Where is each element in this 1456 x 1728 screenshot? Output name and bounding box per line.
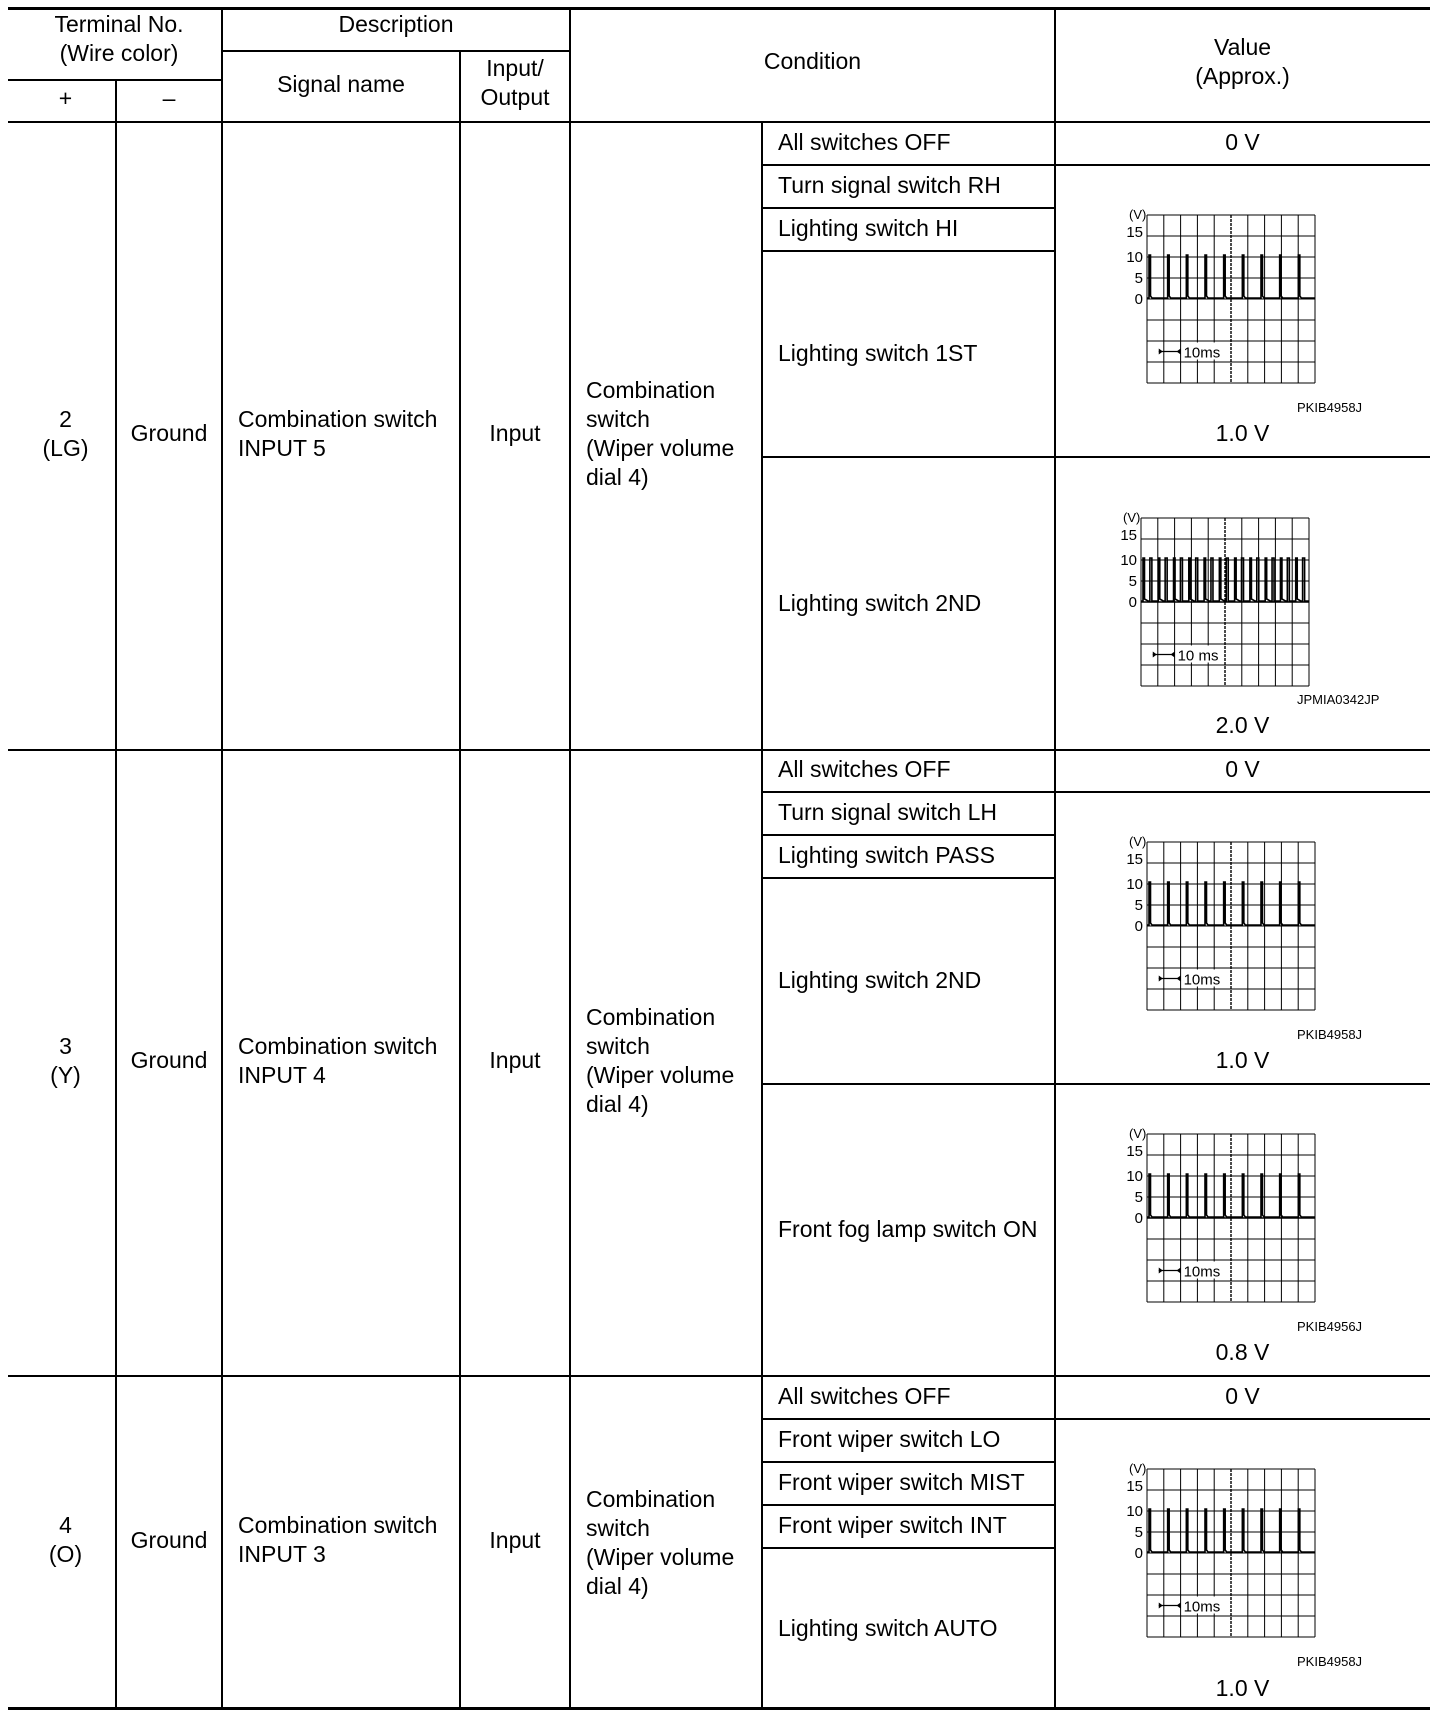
figure-code: JPMIA0342JP: [1297, 692, 1380, 707]
time-marker-label: 10ms: [1183, 971, 1221, 989]
switch-condition: Front wiper switch INT: [778, 1512, 1007, 1538]
rule: [762, 834, 1055, 836]
switch-condition: Lighting switch AUTO: [778, 1615, 998, 1641]
rule: [761, 121, 763, 1709]
scope-graph: [1107, 207, 1322, 392]
header-value-line2: (Approx.): [1195, 63, 1290, 89]
axis-unit: (V): [1129, 834, 1147, 849]
rule: [762, 207, 1055, 209]
io-value: Input: [489, 420, 541, 446]
y-tick: 0: [1134, 1210, 1143, 1227]
switch-condition: Front wiper switch MIST: [778, 1469, 1025, 1495]
axis-unit: (V): [1129, 1126, 1147, 1141]
y-tick: 0: [1134, 1545, 1143, 1562]
rule: [762, 1461, 1055, 1463]
figure-code: PKIB4958J: [1297, 1654, 1363, 1669]
switch-condition: Lighting switch 2ND: [778, 967, 982, 993]
ground-label: Ground: [130, 1527, 208, 1553]
switch-condition: All switches OFF: [778, 129, 951, 155]
signal-name-line2: INPUT 3: [238, 1541, 326, 1567]
switch-condition: Turn signal switch LH: [778, 799, 998, 825]
wire-color: (LG): [42, 435, 89, 461]
oscilloscope-waveform: [1107, 834, 1322, 1019]
rule: [762, 1083, 1430, 1085]
axis-unit: (V): [1129, 1461, 1147, 1476]
figure-code: PKIB4956J: [1297, 1319, 1363, 1334]
voltage-value: 2.0 V: [1215, 712, 1270, 738]
figure-code: PKIB4958J: [1297, 1027, 1363, 1042]
switch-condition: Lighting switch 1ST: [778, 340, 978, 366]
y-tick: 0: [1134, 918, 1143, 935]
header-wire-color: (Wire color): [59, 40, 179, 66]
y-tick: 0: [1134, 291, 1143, 308]
y-tick: 10: [1120, 552, 1137, 569]
switch-condition: Lighting switch 2ND: [778, 590, 982, 616]
condition-line: dial 4): [586, 464, 649, 490]
voltage-value: 0 V: [1225, 129, 1260, 155]
rule: [221, 8, 223, 1709]
rule: [222, 50, 571, 52]
figure-code: PKIB4958J: [1297, 400, 1363, 415]
signal-name-line1: Combination switch: [238, 1033, 438, 1059]
ground-label: Ground: [130, 1047, 208, 1073]
condition-line: (Wiper volume: [586, 435, 735, 461]
switch-condition: Front wiper switch LO: [778, 1426, 1001, 1452]
signal-name-line1: Combination switch: [238, 406, 438, 432]
rule: [762, 791, 1430, 793]
scope-graph: [1101, 510, 1316, 695]
oscilloscope-waveform: [1107, 1126, 1322, 1311]
y-tick: 10: [1126, 876, 1143, 893]
signal-name-line2: INPUT 4: [238, 1062, 326, 1088]
header-io-line1: Input/: [486, 55, 544, 81]
axis-unit: (V): [1129, 207, 1147, 222]
y-tick: 15: [1126, 1478, 1143, 1495]
y-tick: 10: [1126, 1168, 1143, 1185]
switch-condition: Turn signal switch RH: [778, 172, 1001, 198]
y-tick: 15: [1120, 527, 1137, 544]
y-tick: 15: [1126, 851, 1143, 868]
switch-condition: Lighting switch PASS: [778, 842, 995, 868]
condition-line: Combination: [586, 377, 716, 403]
scope-graph: [1107, 1461, 1322, 1646]
rule: [762, 456, 1430, 458]
condition-line: (Wiper volume: [586, 1062, 735, 1088]
oscilloscope-waveform: [1107, 1461, 1322, 1646]
time-marker-label: 10ms: [1183, 344, 1221, 362]
rule: [1054, 8, 1056, 1709]
voltage-value: 0 V: [1225, 1383, 1260, 1409]
y-tick: 5: [1128, 573, 1137, 590]
rule: [762, 250, 1055, 252]
rule: [762, 1418, 1430, 1420]
rule: [762, 164, 1430, 166]
voltage-value: 0 V: [1225, 756, 1260, 782]
voltage-value: 1.0 V: [1215, 1047, 1270, 1073]
header-plus: +: [58, 85, 73, 111]
io-value: Input: [489, 1047, 541, 1073]
y-tick: 15: [1126, 224, 1143, 241]
y-tick: 10: [1126, 249, 1143, 266]
rule: [762, 1547, 1055, 1549]
y-tick: 5: [1134, 1524, 1143, 1541]
signal-name-line1: Combination switch: [238, 1512, 438, 1538]
signal-name-line2: INPUT 5: [238, 435, 326, 461]
header-io-line2: Output: [480, 84, 550, 110]
condition-line: Combination: [586, 1486, 716, 1512]
y-tick: 0: [1128, 594, 1137, 611]
scope-graph: [1107, 834, 1322, 1019]
condition-line: (Wiper volume: [586, 1544, 735, 1570]
condition-line: switch: [586, 1515, 650, 1541]
axis-unit: (V): [1123, 510, 1141, 525]
header-signal-name: Signal name: [277, 71, 405, 97]
voltage-value: 1.0 V: [1215, 1675, 1270, 1701]
rule: [762, 877, 1055, 879]
condition-line: Combination: [586, 1004, 716, 1030]
io-value: Input: [489, 1527, 541, 1553]
header-value-line1: Value: [1213, 34, 1272, 60]
time-marker-label: 10 ms: [1177, 647, 1219, 665]
switch-condition: Lighting switch HI: [778, 215, 959, 241]
y-tick: 5: [1134, 270, 1143, 287]
condition-line: switch: [586, 406, 650, 432]
voltage-value: 1.0 V: [1215, 420, 1270, 446]
switch-condition: All switches OFF: [778, 1383, 951, 1409]
header-terminal-no: Terminal No.: [54, 11, 184, 37]
oscilloscope-waveform: [1101, 510, 1316, 695]
terminal-number: 3: [59, 1033, 72, 1059]
oscilloscope-waveform: [1107, 207, 1322, 392]
time-marker-label: 10ms: [1183, 1598, 1221, 1616]
condition-line: dial 4): [586, 1573, 649, 1599]
header-description: Description: [338, 11, 454, 37]
wire-color: (O): [48, 1541, 83, 1567]
rule: [569, 8, 571, 1709]
y-tick: 5: [1134, 1189, 1143, 1206]
rule: [115, 79, 117, 1709]
time-marker-label: 10ms: [1183, 1263, 1221, 1281]
terminal-number: 2: [59, 406, 72, 432]
ground-label: Ground: [130, 420, 208, 446]
condition-line: switch: [586, 1033, 650, 1059]
rule: [762, 1504, 1055, 1506]
y-tick: 15: [1126, 1143, 1143, 1160]
switch-condition: All switches OFF: [778, 756, 951, 782]
wire-color: (Y): [50, 1062, 81, 1088]
y-tick: 5: [1134, 897, 1143, 914]
scope-graph: [1107, 1126, 1322, 1311]
header-minus: –: [162, 85, 176, 111]
switch-condition: Front fog lamp switch ON: [778, 1216, 1038, 1242]
terminal-number: 4: [59, 1512, 72, 1538]
condition-line: dial 4): [586, 1091, 649, 1117]
header-condition: Condition: [763, 48, 862, 74]
y-tick: 10: [1126, 1503, 1143, 1520]
voltage-value: 0.8 V: [1215, 1339, 1270, 1365]
rule: [459, 50, 461, 1709]
